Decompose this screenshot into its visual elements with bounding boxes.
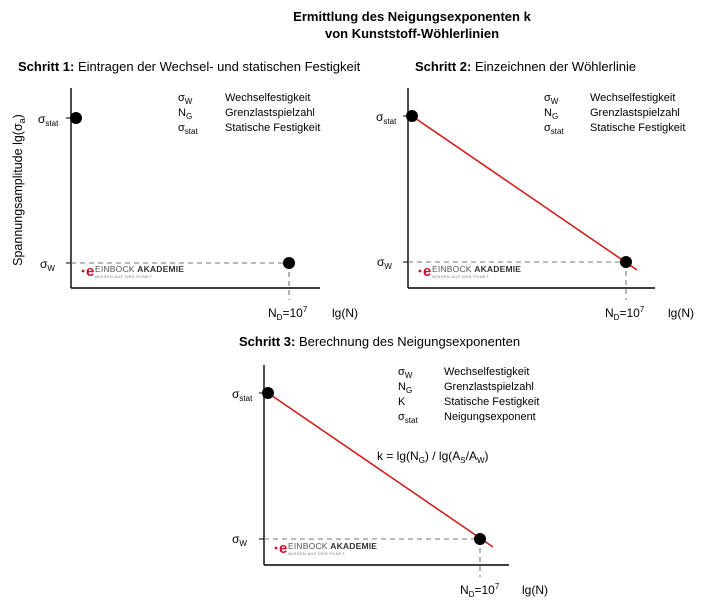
step-2-point-stat [406,110,418,122]
step-3-label-sigma-w: $\sigma_W$ [232,532,247,548]
legend-ng-symbol: $N_G$ [544,107,559,121]
legend-ng-desc: Grenzlastspielzahl [225,107,315,119]
legend-sigma-w-symbol: $\sigma_W$ [544,92,559,106]
step-2-label-lgn: lg(N) [668,306,694,320]
step-3-legend [398,366,539,425]
step-1-label-sigma-w: $\sigma_W$ [40,257,55,273]
legend-sigma-w-symbol: $\sigma_W$ [178,92,193,106]
step-1-label-sigma-stat: $\sigma_{stat}$ [38,112,59,128]
step-3-label-lgn: lg(N) [522,583,548,597]
step-2-label-sigma-w: $\sigma_W$ [377,255,392,271]
svg-text:WISSEN AUF DEN PUNKT.: WISSEN AUF DEN PUNKT. [95,274,153,279]
legend-k-symbol: K [398,396,406,408]
step-2-heading: Schritt 2: Einzeichnen der Wöhlerlinie [415,59,637,74]
legend-sigma-stat-symbol: $\sigma_{stat}$ [178,122,198,136]
svg-text:WISSEN AUF DEN PUNKT.: WISSEN AUF DEN PUNKT. [288,551,346,556]
legend-ng-symbol: $N_G$ [398,381,413,395]
step-1-point-stat [70,112,82,124]
slope-formula: $k = \lg(N_G) / \lg(A_S/A_W)$ [377,449,489,465]
title-line-2: von Kunststoff-Wöhlerlinien [324,26,500,41]
step-1-label-nd: $N_D=10^7$ [268,305,308,322]
step-1-panel [18,59,361,322]
step-3-heading: Schritt 3: Berechnung des Neigungsexponenten [239,334,521,349]
svg-text:e: e [279,540,288,557]
legend-sigma-w-symbol: $\sigma_W$ [398,366,413,380]
svg-text:EINBOCK AKADEMIE: EINBOCK AKADEMIE [288,541,378,551]
legend-sigma-w-desc: Wechselfestigkeit [444,366,530,378]
step-2-panel [376,59,694,322]
legend-sigma-w-desc: Wechselfestigkeit [590,92,676,104]
legend-sigma-stat-desc: Neigungsexponent [444,411,536,423]
step-1-point-w [283,257,295,269]
step-3-panel [232,334,548,599]
step-2-legend [544,92,685,136]
legend-sigma-stat-symbol: $\sigma_{stat}$ [398,411,418,425]
step-2-label-sigma-stat: $\sigma_{stat}$ [376,110,397,126]
svg-text:WISSEN AUF DEN PUNKT.: WISSEN AUF DEN PUNKT. [432,274,490,279]
step-2-logo [419,263,522,280]
step-1-heading: Schritt 1: Eintragen der Wechsel- und statischen Festigkeit [18,59,361,74]
step-3-point-w [474,533,486,545]
step-1-legend [178,92,320,136]
legend-sigma-stat-desc: Statische Festigkeit [590,122,686,134]
y-axis-label: Spannungsamplitude $\lg(\sigma_a)$ [11,114,27,266]
step-3-label-nd: $N_D=10^7$ [460,582,500,599]
title-line-1: Ermittlung des Neigungsexponenten k [293,9,531,24]
step-2-point-w [620,256,632,268]
svg-text:EINBOCK AKADEMIE: EINBOCK AKADEMIE [95,264,185,274]
legend-k-desc: Statische Festigkeit [444,396,540,408]
legend-ng-desc: Grenzlastspielzahl [590,107,680,119]
step-3-logo [275,540,378,557]
step-2-woehler-line [412,116,637,270]
step-3-point-stat [262,387,274,399]
legend-sigma-stat-symbol: $\sigma_{stat}$ [544,122,564,136]
legend-sigma-w-desc: Wechselfestigkeit [225,92,311,104]
step-1-label-lgn: lg(N) [332,306,358,320]
svg-text:EINBOCK AKADEMIE: EINBOCK AKADEMIE [432,264,522,274]
legend-ng-symbol: $N_G$ [178,107,193,121]
svg-text:e: e [423,263,432,280]
legend-sigma-stat-desc: Statische Festigkeit [225,122,321,134]
step-3-label-sigma-stat: $\sigma_{stat}$ [232,387,253,403]
step-2-label-nd: $N_D=10^7$ [605,305,645,322]
svg-text:e: e [86,263,95,280]
legend-ng-desc: Grenzlastspielzahl [444,381,534,393]
step-1-logo [82,263,185,280]
